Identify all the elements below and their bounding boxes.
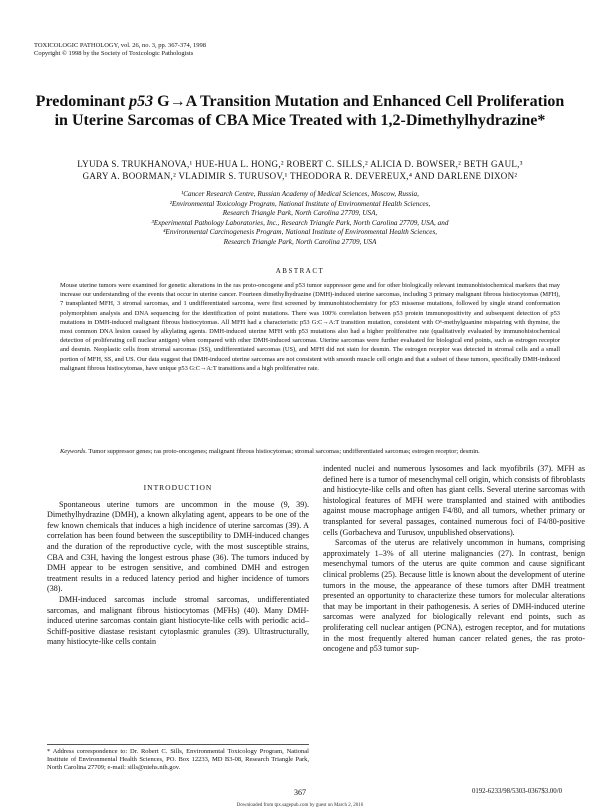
journal-copyright: Copyright © 1998 by the Society of Toxicologic Pathologists: [34, 50, 194, 57]
correspondence-footnote: * Address correspondence to: Dr. Robert C. Sills, Environmental Toxicology Program, National Institute of Environmental Health Sciences, PO. Box 12233, MD B3-08, Research Triangle Park, North Carolina 27709; e-mail: sills@niehs.nih.gov.: [47, 744, 309, 772]
title-prefix: Predominant: [35, 93, 130, 110]
affiliations: [70, 190, 530, 248]
authors-line-2: GARY A. BOORMAN,² VLADIMIR S. TURUSOV,¹ THEODORA R. DEVEREUX,⁴ AND DARLENE DIXON²: [82, 171, 518, 181]
intro-paragraph-1: Spontaneous uterine tumors are uncommon in the mouse (9, 39). Dimethylhydrazine (DMH), a known alkylating agent, appears to be one of the few known chemicals that induces a high incidence of uterine sarcomas (39). A correlation has been found between the susceptibility to DMH-induced changes and the duration of the reproductive cycle, with the most susceptible strains, CBA and C3H, having the longest estrous phase (36). The tumors induced by DMH appear to be estrogen sensitive, and combined DMH and estrogen treatment results in a reduced latency period and higher incidence of tumors (38).: [47, 499, 309, 594]
abstract-heading: ABSTRACT: [275, 267, 325, 275]
affiliation-line: ²Environmental Toxicology Program, National Institute of Environmental Health Sciences,: [169, 199, 431, 208]
issn-code: 0192-6233/98/5303-0367$3.00/0: [471, 788, 562, 795]
title-rest: G→A Transition Mutation and Enhanced Cell Proliferation in Uterine Sarcomas of CBA Mice Treated with 1,2-Dimethylhydrazine*: [54, 93, 565, 129]
intro-paragraph-2: DMH-induced sarcomas include stromal sarcomas, undifferentiated sarcomas, and malignant fibrous histiocytomas (MFHs) (40). Many DMH-induced uterine sarcomas contain giant histiocyte-like cells with periodic acid–Schiff-positive diastase resistant cytoplasmic granules (39). Ultrastructurally, many histiocyte-like cells contain: [47, 594, 309, 647]
journal-header: [34, 42, 206, 58]
title-gene: p53: [129, 93, 154, 110]
introduction-heading: INTRODUCTION: [143, 483, 213, 492]
left-column: [47, 480, 309, 648]
affiliation-line: Research Triangle Park, North Carolina 27709, USA,: [222, 209, 378, 218]
affiliation-line: ⁴Environmental Carcinogenesis Program, National Institute of Environmental Health Sciences,: [162, 228, 438, 237]
affiliation-line: ³Experimental Pathology Laboratories, Inc., Research Triangle Park, North Carolina 27709, USA, and: [151, 218, 449, 227]
download-note: Downloaded from tpx.sagepub.com by guest on March 2, 2016: [236, 803, 364, 808]
keywords-label: Keywords.: [60, 448, 87, 455]
author-list: [50, 158, 550, 182]
affiliation-line: ¹Cancer Research Centre, Russian Academy of Medical Sciences, Moscow, Russia,: [181, 190, 419, 198]
page-number: 367: [294, 788, 306, 797]
keywords-text: Tumor suppressor genes; ras proto-oncogenes; malignant fibrous histiocytomas; stromal sarcomas; undifferentiated sarcomas; estrogen receptor; desmin.: [88, 448, 480, 455]
right-column: [323, 464, 585, 655]
journal-citation: TOXICOLOGIC PATHOLOGY, vol. 26, no. 3, pp. 367-374, 1998: [34, 42, 206, 49]
abstract-text: Mouse uterine tumors were examined for genetic alterations in the ras proto-oncogene and p53 tumor suppressor gene and for other biologically relevant immunohistochemical markers that may increase our understanding of the events that occur in uterine cancer. Fourteen dimethylhydrazine (DMH)-induced uterine sarcomas, including 3 primary malignant fibrous histiocytomas (MFH), 7 transplanted MFH, 3 stromal sarcomas, and 1 undifferentiated sarcoma, were first screened by immunohistochemistry for p53 missense mutations, followed by single strand conformation polymorphism analysis and DNA sequencing for the identification of point mutations. There was 100% correlation between p53 protein immunopositivity and subsequent detection of p53 mutations in DMH-induced malignant fibrous histiocytomas. All MFH had a characteristic p53 G:C→A:T transition mutation, consistent with O⁶-methylguanine mispairing with thymine, the most common DNA lesion caused by alkylating agents. DMH-induced uterine MFH with p53 mutations also had a higher proliferative rate (qualitatively evaluated by immunohistochemical detection of proliferating cell nuclear antigen) when compared with other DMH-induced sarcomas. Uterine sarcomas were further evaluated for biological end points, such as estrogen receptor and desmin. Neoplastic cells from stromal sarcomas (SS), undifferentiated sarcomas (US), and MFH did not stain for desmin. The estrogen receptor was detected in stromal cells and a small portion of MFH, SS, and US. Our data suggest that DMH-induced uterine sarcomas are not consistent with smooth muscle cell origin and that a subset of these tumors, specifically DMH-induced malignant fibrous histiocytomas, have unique p53 G:C→A:T transitions and a high proliferative rate.: [60, 282, 560, 372]
keywords: [60, 447, 560, 456]
paper-title: [34, 92, 566, 130]
affiliation-line: Research Triangle Park, North Carolina 27709, USA: [223, 237, 377, 246]
intro-paragraph-4: Sarcomas of the uterus are relatively uncommon in humans, comprising approximately 1–3% of all uterine malignancies (27). In contrast, benign mesenchymal tumors of the uterus are quite common and cause significant clinical problems (25). Because little is known about the development of uterine tumors in the mouse, the appearance of these tumors after DMH treatment presented an opportunity to characterize these tumors for molecular alterations that may be important in their pathogenesis. A series of DMH-induced uterine sarcomas were analyzed for biologically relevant end points, such as proliferating cell nuclear antigen (PCNA), estrogen receptor, and for mutations in the most frequently altered human cancer related genes, the ras proto-oncogene and p53 tumor sup-: [323, 538, 585, 654]
authors-line-1: LYUDA S. TRUKHANOVA,¹ HUE-HUA L. HONG,² ROBERT C. SILLS,² ALICIA D. BOWSER,² BETH GAUL,³: [77, 159, 523, 169]
intro-paragraph-3: indented nuclei and numerous lysosomes and lack myofibrils (37). MFH as defined here is a tumor of mesenchymal cell origin, which consists of fibroblasts and histiocyte-like cells and often has giant cells. Several uterine sarcomas with histological features of MFH were transplanted and stained with antibodies against mouse macrophage antigen F4/80, and all tumors, whether primary or transplanted for several passages, contained numerous foci of F4/80-positive cells (Gorbacheva and Turusov, unpublished observations).: [323, 464, 585, 537]
